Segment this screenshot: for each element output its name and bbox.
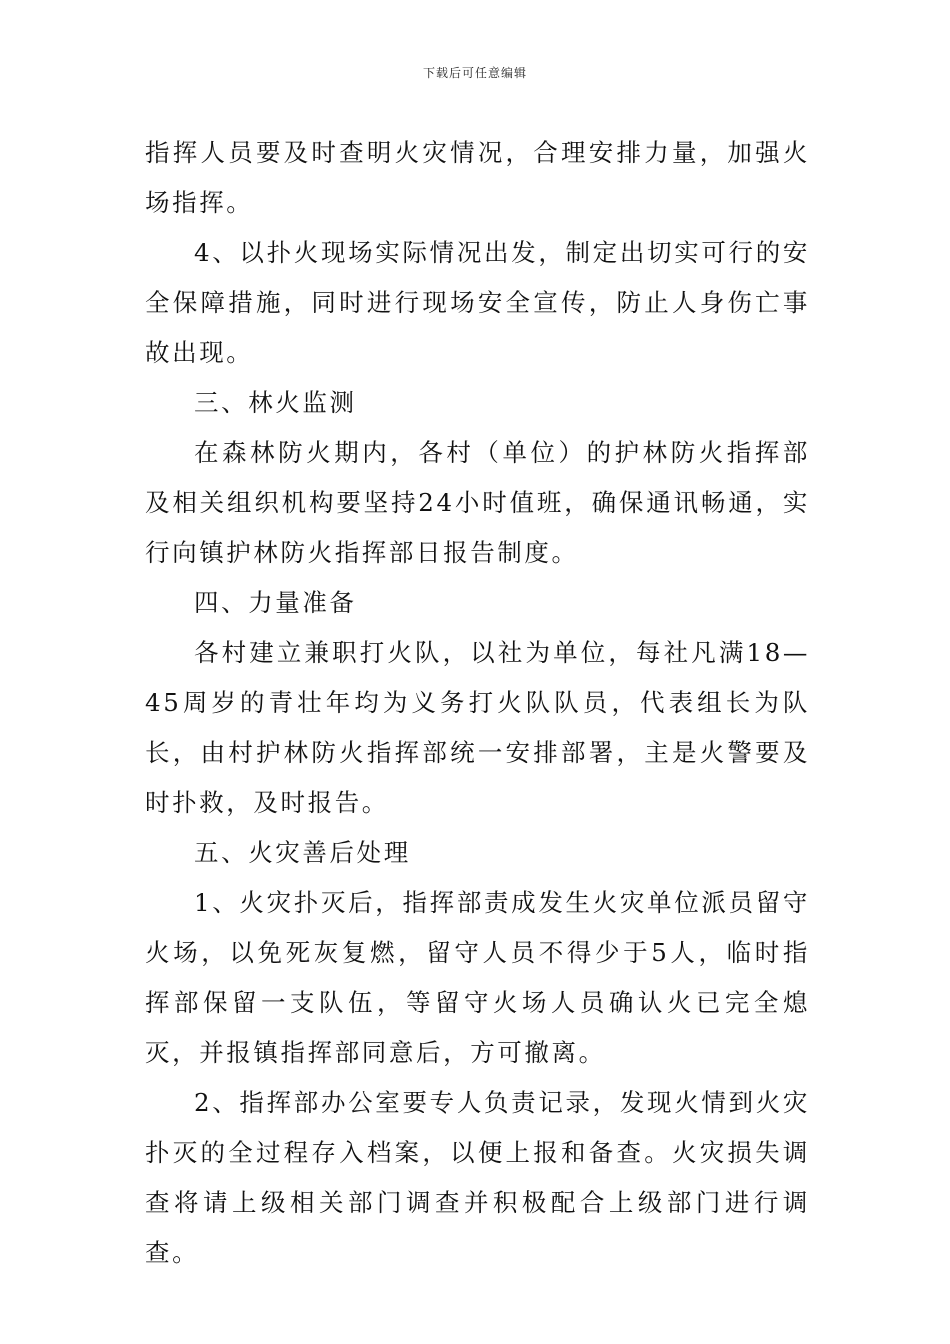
paragraph-aftermath-item-1: 1、火灾扑灭后，指挥部责成发生火灾单位派员留守火场，以免死灰复燃，留守人员不得少于5人，临时指挥部保留一支队伍，等留守火场人员确认火已完全熄灭，并报镇指挥部同意后，方可撤离。 [145,888,810,1067]
paragraph-fire-monitoring: 在森林防火期内，各村（单位）的护林防火指挥部及相关组织机构要坚持24小时值班，确保通讯畅通，实行向镇护林防火指挥部日报告制度。 [145,438,810,567]
document-body [145,128,810,1278]
paragraph-force-preparation: 各村建立兼职打火队，以社为单位，每社凡满18—45周岁的青壮年均为义务打火队队员，代表组长为队长，由村护林防火指挥部统一安排部署，主是火警要及时扑救，及时报告。 [145,638,810,817]
paragraph-item-4: 4、以扑火现场实际情况出发，制定出切实可行的安全保障措施，同时进行现场安全宣传，防止人身伤亡事故出现。 [145,238,810,367]
section-heading-force-preparation: 四、力量准备 [194,588,357,617]
section-heading-aftermath: 五、火灾善后处理 [194,838,411,867]
paragraph-aftermath-item-2: 2、指挥部办公室要专人负责记录，发现火情到火灾扑灭的全过程存入档案，以便上报和备查。火灾损失调查将请上级相关部门调查并积极配合上级部门进行调查。 [145,1088,810,1267]
paragraph-continuation: 指挥人员要及时查明火灾情况，合理安排力量，加强火场指挥。 [145,138,810,217]
section-heading-fire-monitoring: 三、林火监测 [194,388,357,417]
page-header: 下载后可任意编辑 [422,66,527,80]
